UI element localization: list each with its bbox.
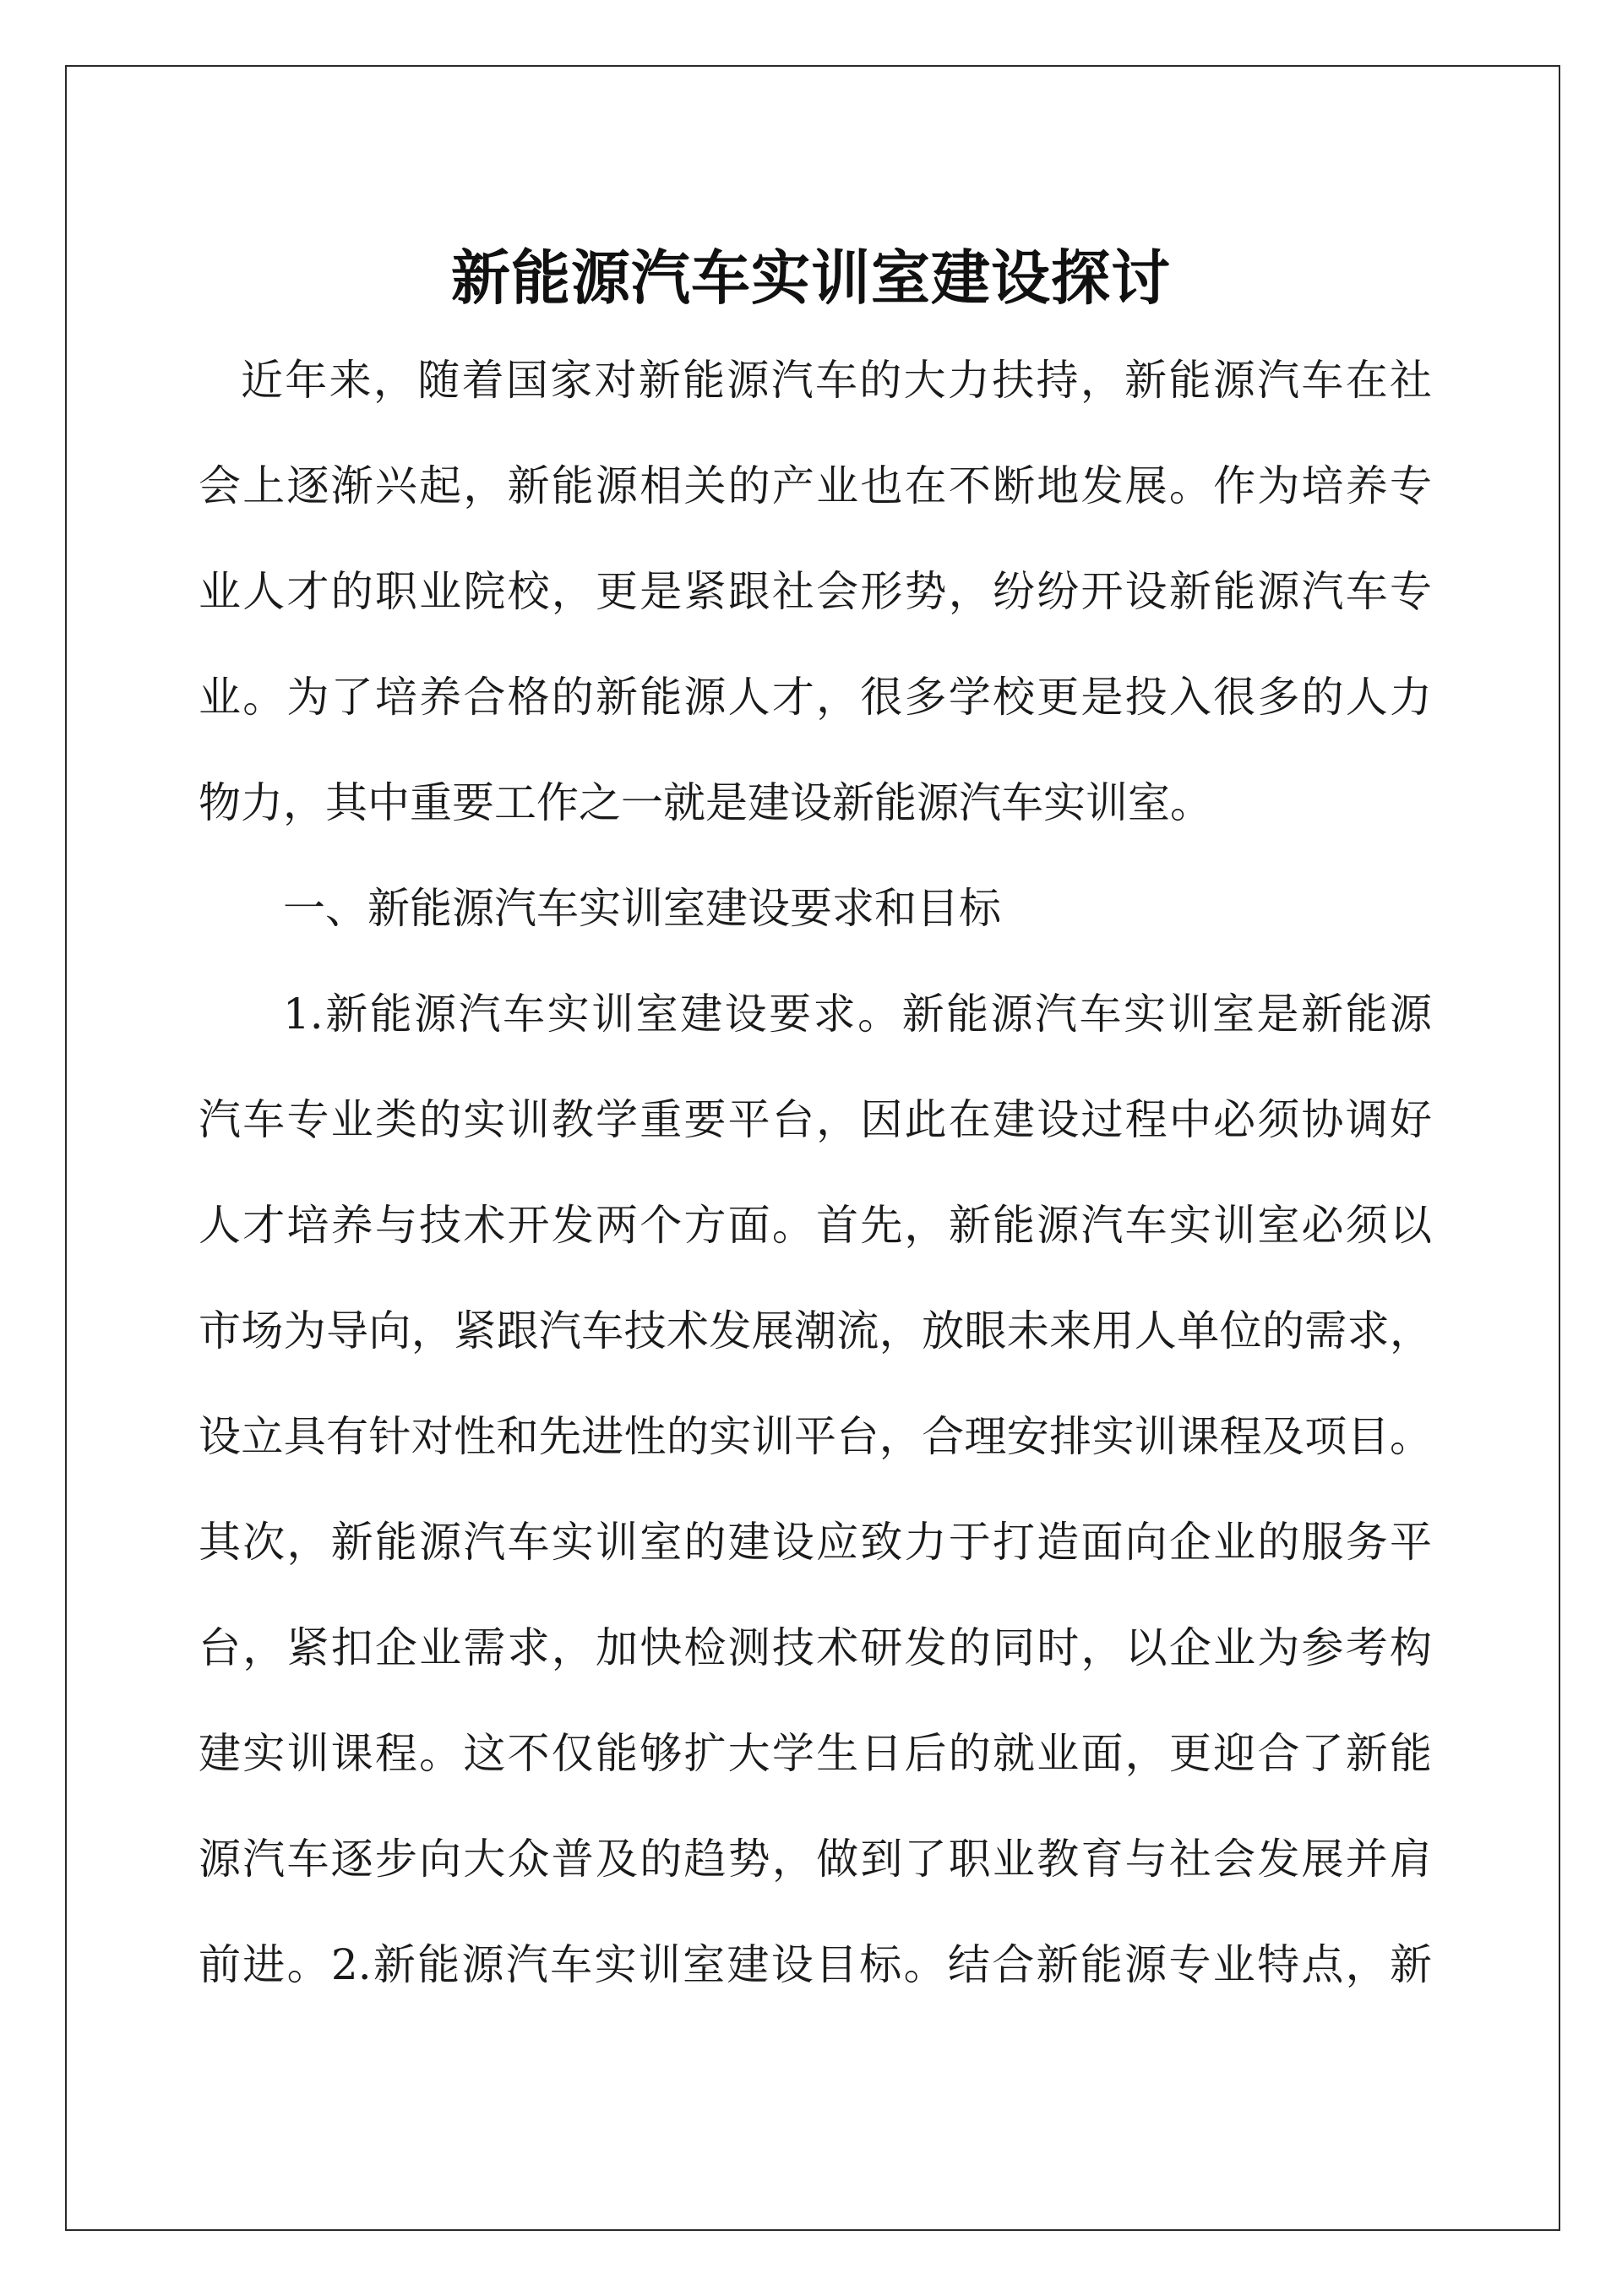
paragraph-2-line-7: 台，紧扣企业需求，加快检测技术研发的同时，以企业为参考构 [199,1623,1432,1672]
document-body [199,328,1432,2018]
paragraph-2-line-2: 汽车专业类的实训教学重要平台，因此在建设过程中必须协调好 [199,1095,1432,1144]
paragraph-1-line-3: 业人才的职业院校，更是紧跟社会形势，纷纷开设新能源汽车专 [199,567,1432,616]
section-heading: 一、新能源汽车实训室建设要求和目标 [283,884,1001,933]
paragraph-2-line-3: 人才培养与技术开发两个方面。首先，新能源汽车实训室必须以 [199,1201,1432,1250]
document-title: 新能源汽车实训室建设探讨 [451,242,1171,313]
paragraph-1-line-2: 会上逐渐兴起，新能源相关的产业也在不断地发展。作为培养专 [199,461,1432,510]
paragraph-1-line-1: 近年来，随着国家对新能源汽车的大力扶持，新能源汽车在社 [241,356,1432,405]
paragraph-2-line-8: 建实训课程。这不仅能够扩大学生日后的就业面，更迎合了新能 [199,1729,1432,1778]
paragraph-2-line-5: 设立具有针对性和先进性的实训平台，合理安排实训课程及项目。 [199,1412,1432,1461]
paragraph-1-line-5: 物力，其中重要工作之一就是建设新能源汽车实训室。 [199,778,1212,827]
paragraph-2-line-1: 1.新能源汽车实训室建设要求。新能源汽车实训室是新能源 [283,990,1432,1039]
paragraph-2-line-6: 其次，新能源汽车实训室的建设应致力于打造面向企业的服务平 [199,1518,1432,1567]
paragraph-2-line-10: 前进。2.新能源汽车实训室建设目标。结合新能源专业特点，新 [199,1940,1432,1989]
paragraph-1-line-4: 业。为了培养合格的新能源人才，很多学校更是投入很多的人力 [199,673,1432,722]
paragraph-2-line-9: 源汽车逐步向大众普及的趋势，做到了职业教育与社会发展并肩 [199,1835,1432,1884]
paragraph-2-line-4: 市场为导向，紧跟汽车技术发展潮流，放眼未来用人单位的需求， [199,1306,1432,1355]
